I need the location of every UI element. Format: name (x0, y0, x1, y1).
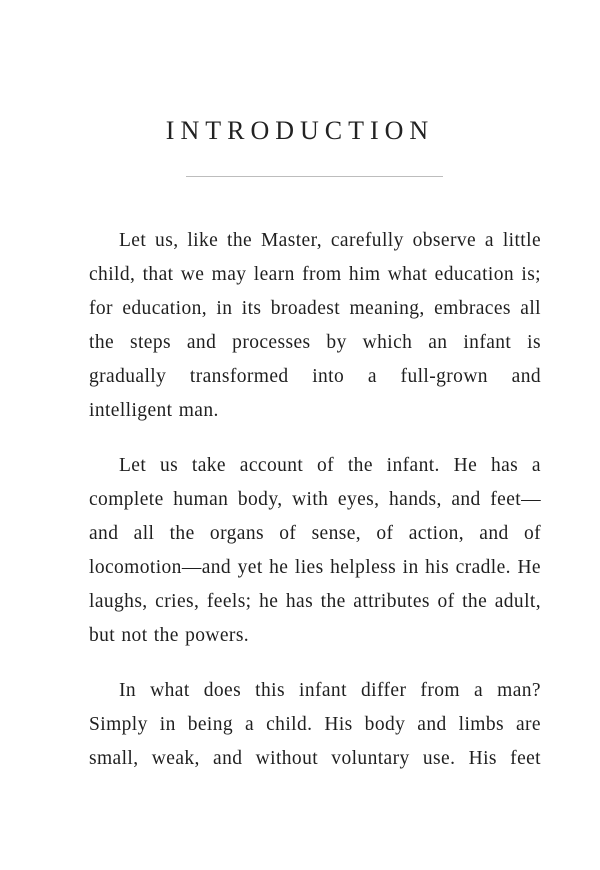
paragraph-2: Let us take account of the infant. He has a complete human body, with eyes, hands, and feet—and all the organs of sense, of action, and of locomotion—and yet he lies helpless in his cradle. He laughs, cries, feels; he has the attributes of the adult, but not the powers. (89, 455, 541, 646)
body-text (89, 224, 541, 797)
chapter-title: INTRODUCTION (165, 116, 435, 145)
paragraph-1: Let us, like the Master, carefully observe a little child, that we may learn from him what education is; for education, in its broadest meaning, embraces all the steps and processes by which an infant is gradually transformed into a full-grown and intelligent man. (89, 230, 541, 421)
title-divider (186, 176, 443, 177)
paragraph-3: In what does this infant differ from a man? Simply in being a child. His body and limbs are small, weak, and without voluntary use. His feet (89, 680, 541, 769)
